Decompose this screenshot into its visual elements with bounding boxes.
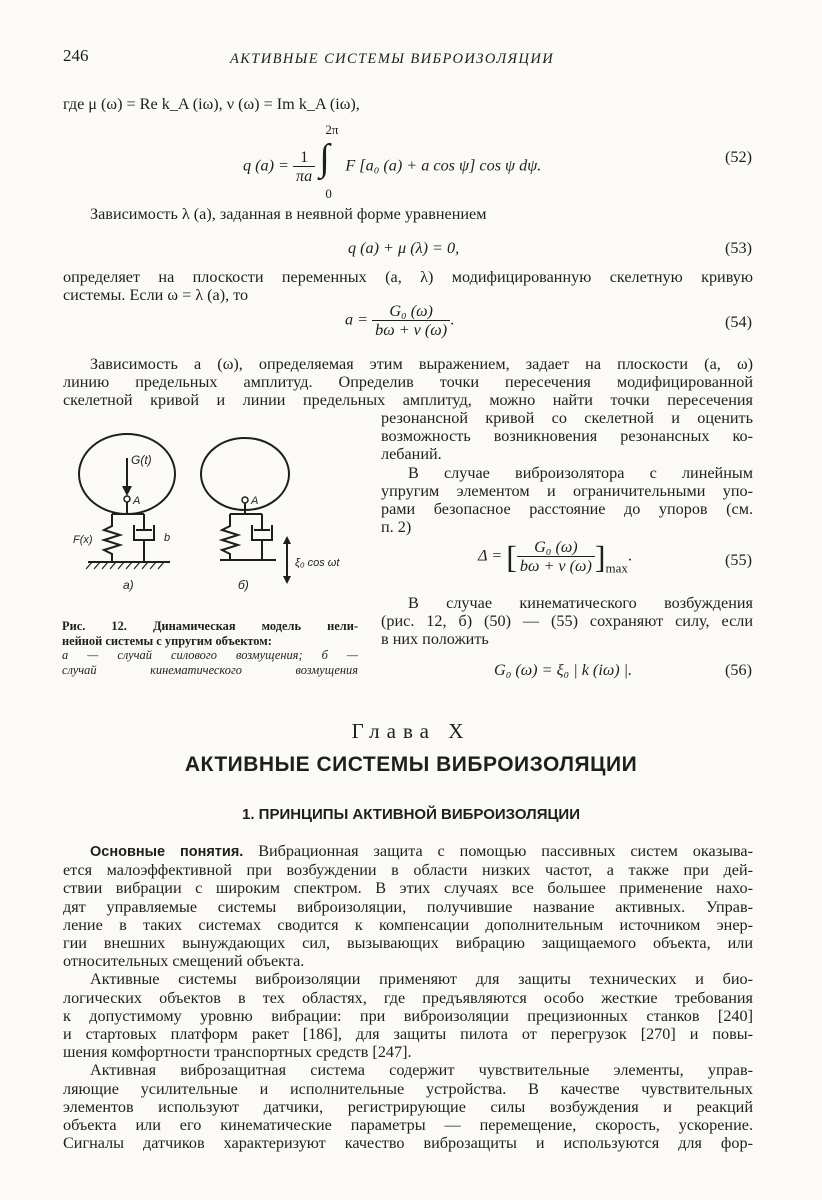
paragraph-defines-line2: системы. Если ω = λ (a), то [63, 286, 249, 304]
para1-line-6: относительных смещений объекта. [63, 952, 305, 971]
eq55-den: bω + ν (ω) [519, 557, 592, 576]
equation-55: Δ = [ $\frac{\text{G₀ (ω)}}{b\omega + \nu (\omega)}$ ]$_{max}$. [478, 538, 632, 576]
para2-line-3: к допустимому уровню вибрации: при виброизоляции прецизионных станков [240] [63, 1006, 753, 1025]
caption-title-1: Рис. 12. Динамическая модель нели- [62, 619, 358, 633]
label-kinematic: ξ₀ cos ωt [295, 557, 340, 569]
eq53-number: (53) [725, 239, 752, 257]
p3-cont-1: резонансной кривой со скелетной и оценить [381, 409, 753, 427]
eq52-num: 1 [293, 148, 315, 167]
label-a-right: A [251, 495, 259, 507]
eq52-den: πa [296, 167, 313, 186]
running-title: АКТИВНЫЕ СИСТЕМЫ ВИБРОИЗОЛЯЦИИ [230, 51, 555, 67]
p5-line-2: (рис. 12, б) (50) — (55) сохраняют силу, если [381, 612, 753, 631]
para2-line-4: и стартовых платформ ракет [186], для защиты пилота от перегрузок [270] и повы- [63, 1025, 753, 1044]
p3-line-1: Зависимость a (ω), определяемая этим выражением, задает на плоскости (a, ω) [90, 355, 753, 373]
right-column-p5 [381, 594, 753, 649]
caption-line-2: случай кинематического возмущения [62, 662, 358, 677]
label-b: b [164, 532, 171, 544]
paragraph-defines-line1: определяет на плоскости переменных (a, λ) модифицированную скелетную кривую [63, 268, 753, 286]
label-g-t: G(t) [131, 453, 152, 467]
label-a-left: A [133, 495, 141, 507]
p3-cont-3: лебаний. [381, 445, 442, 464]
para1-first: Вибрационная защита с помощью пассивных систем оказыва- [243, 842, 753, 860]
para1-line-1: ется малоэффективной при возбуждении в области низких частот, а также при дей- [63, 861, 753, 880]
p5-line-3: в них положить [381, 630, 489, 649]
eq55-number: (55) [725, 551, 752, 569]
eq56-number: (56) [725, 661, 752, 679]
para3-line-2: ляющие усилительные и исполнительные устройства. В качестве чувствительных [63, 1079, 753, 1098]
eq52-body: F [a₀ (a) + a cos ψ] cos ψ dψ. [345, 156, 542, 175]
para3-line-3: элементов используют датчики, регистрирующие силы возбуждения и реакций [63, 1097, 753, 1116]
eq54-lhs: a = [345, 310, 369, 329]
kinematic-arrowhead-down [283, 576, 291, 584]
p3-cont-2: возможность возникновения резонансных ко- [381, 427, 753, 446]
object-ellipse-b [201, 438, 289, 510]
para3-line-4: объекта или его кинематические параметры — перемещение, скорость, ускорение. [63, 1116, 753, 1135]
eq55-lhs: Δ = [478, 546, 503, 565]
para2-line-2: логических объектов в тех областях, где предъявляются особо жесткие требования [63, 988, 753, 1007]
eq54-num: G₀ (ω) [372, 302, 450, 321]
point-a-left [124, 496, 130, 502]
para3-line-5: Сигналы датчиков характеризуют качество виброзащиты и используются для фор- [63, 1134, 753, 1153]
equation-54: a = $\frac{\text{G₀ (ω)}}{b\omega + \nu (\omega)}$ . [345, 302, 455, 340]
eq52-lower-limit: 0 [325, 185, 332, 201]
eq55-num: G₀ (ω) [517, 538, 595, 557]
equation-56: G₀ (ω) = ξ₀ | k (iω) |. [494, 661, 633, 679]
body-text [63, 842, 753, 1152]
eq52-upper-limit: 2π [325, 121, 339, 137]
p4-line-2: упругим элементом и ограничительными упо- [381, 481, 753, 500]
spring-right [222, 514, 238, 560]
p4-line-3: рами безопасное расстояние до упоров (см. [381, 500, 753, 519]
figure-12-diagram [60, 430, 370, 610]
eq52-fraction [293, 148, 315, 185]
force-arrowhead [122, 486, 132, 496]
paragraph-dependency: Зависимость λ (a), заданная в неявной форме уравнением [90, 205, 487, 223]
caption-title-2: нейной системы с упругим объектом: [62, 633, 272, 648]
eq54-number: (54) [725, 313, 752, 331]
point-a-right [242, 497, 248, 503]
p3-line-2: линию предельных амплитуд. Определив точки пересечения модифицированной [63, 373, 753, 391]
para2-line-1: Активные системы виброизоляции применяют для защиты технических и био- [90, 970, 753, 989]
label-f-x: F(x) [73, 534, 93, 546]
para3-line-1: Активная виброзащитная система содержит чувствительные элементы, управ- [90, 1061, 753, 1080]
chapter-title: АКТИВНЫЕ СИСТЕМЫ ВИБРОИЗОЛЯЦИИ [184, 753, 638, 776]
para1-line-3: дят управляемые системы виброизоляции, получившие название активных. Управ- [63, 897, 753, 916]
para1-line-5: гии внешних вынуждающих сил, вызывающих вибрацию защищаемого объекта, или [63, 934, 753, 953]
para1-lead: Основные понятия. [90, 844, 244, 860]
spring-left [104, 514, 120, 562]
subfigure-b: б) [238, 578, 249, 592]
subfigure-a: а) [123, 578, 134, 592]
para1-first-line [63, 842, 753, 861]
p3-line-3: скелетной кривой и линии предельных амплитуд, можно найти точки пересечения [63, 391, 753, 409]
eq55-max: max [605, 560, 628, 576]
para2-line-5: шения комфортности транспортных средств [247]. [63, 1043, 412, 1062]
equation-53: q (a) + μ (λ) = 0, [348, 239, 460, 257]
para1-line-2: ствии вибрации с широким спектром. В этих случаях все большее применение нахо- [63, 879, 753, 898]
page-number: 246 [63, 46, 89, 65]
kinematic-arrowhead-up [283, 536, 291, 544]
mu-nu-definition: где μ (ω) = Re k_A (iω), ν (ω) = Im k_A (iω), [63, 95, 360, 113]
caption-line-1: а — случай силового возмущения; б — [62, 648, 358, 662]
para1-line-4: ление в таких системах сводится к компенсации дополнительным источником энер- [63, 915, 753, 934]
p5-line-1: В случае кинематического возбуждения [408, 594, 753, 612]
right-column [381, 409, 753, 536]
section-title: 1. ПРИНЦИПЫ АКТИВНОЙ ВИБРОИЗОЛЯЦИИ [241, 806, 580, 823]
integral-sign: ∫ 2π 0 [319, 155, 341, 179]
p4-line-4: п. 2) [381, 518, 412, 537]
p4-line-1: В случае виброизолятора с линейным [408, 463, 753, 482]
equation-52 [243, 121, 542, 201]
eq52-lhs: q (a) = [243, 156, 289, 175]
ground-hatching [86, 562, 164, 569]
eq52-number: (52) [725, 148, 752, 166]
figure-caption [62, 619, 358, 677]
chapter-label: Глава X [351, 719, 471, 743]
eq54-den: bω + ν (ω) [375, 321, 448, 340]
